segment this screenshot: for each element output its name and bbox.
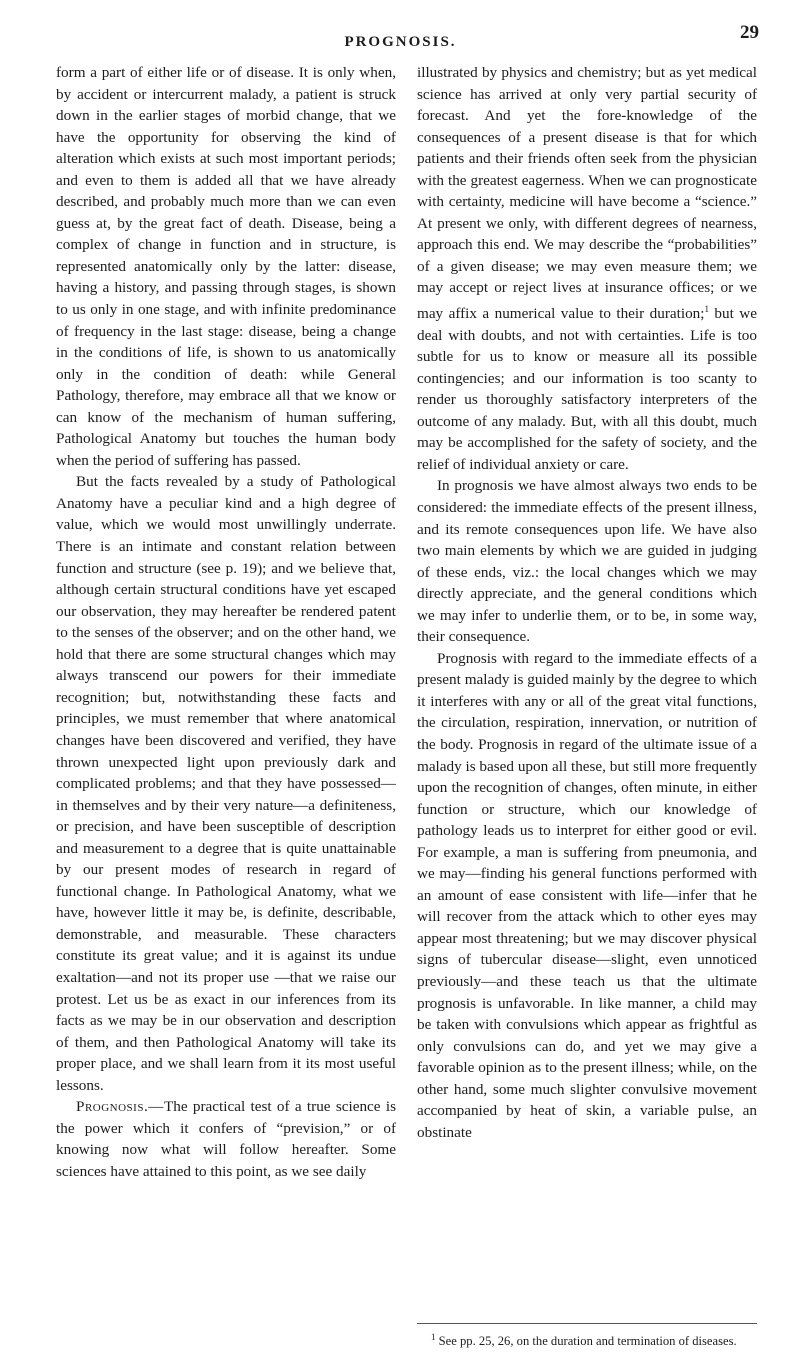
- paragraph-text: but we deal with doubts, and not with certainties. Life is too subtle for us to know or measure all its possible contingencies; and our information is too scanty to render us thoroughly satisfactory interpreters of the outcome of any malady. But, with all this doubt, much may be accomplished for the safety of society, and the relief of individual anxiety or care.: [417, 305, 757, 473]
- section-heading: Prognosis.—: [76, 1098, 164, 1116]
- paragraph-prognosis: [56, 1096, 396, 1182]
- paragraph: [417, 62, 757, 475]
- paragraph: form a part of either life or of disease. It is only when, by accident or intercurrent malady, a patient is struck down in the earlier stages of morbid change, that we have the opportunity for observing the kind of alteration which exists at such most important periods; and even to them is added all that we have already described, and probably much more than we can even guess at, by the great fact of death. Disease, being a complex of change in function and in structure, is represented anatomically only by the latter: disease, having a history, and passing through stages, is shown to us only in one stage, and with infinite predominance of frequency in the last stage: disease, being a change in the conditions of life, is shown to us anatomically only in the condition of death: while General Pathology, therefore, may embrace all that we know or can know of the mechanism of human suffering, Pathological Anatomy but touches the human body when the period of suffering has passed.: [56, 64, 396, 469]
- right-column: [417, 62, 757, 1143]
- paragraph: In prognosis we have almost always two ends to be considered: the immediate effects of the present illness, and its remote consequences upon life. We have also two main elements by which we are guided in judging of these ends, viz.: the local changes which we may directly appreciate, and the general conditions which we may infer to underlie them, or to be, in some way, their consequence.: [417, 477, 757, 646]
- footnote-marker: 1: [431, 1332, 436, 1342]
- paragraph: Prognosis with regard to the immediate effects of a present malady is guided mainly by the degree to which it interferes with any or all of the great vital functions, the circulation, respiration, innervation, or nutrition of the body. Prognosis in regard of the ultimate issue of a malady is based upon all these, but still more frequently upon the recognition of changes, often minute, in either function or structure, which our knowledge of pathology leads us to interpret for either good or evil. For example, a man is suffering from pneumonia, and we may—finding his general functions performed with an amount of ease consistent with life—infer that he will recover from the attack which to other eyes may appear most threatening; but we may discover physical signs of tubercular disease—slight, even unnoticed previously—and these teach us that the ultimate prognosis is unfavorable. In like manner, a child may be taken with convulsions which appear as frightful as only convulsions can do, and yet we may give a favorable opinion as to the present illness; while, on the other hand, some much slighter convulsive movement accompanied by heat of skin, a variable pulse, an obstinate: [417, 649, 757, 1141]
- running-title: PROGNOSIS.: [344, 34, 457, 50]
- footnote: [417, 1328, 757, 1350]
- footnote-divider: [417, 1323, 757, 1324]
- paragraph: But the facts revealed by a study of Pathological Anatomy have a peculiar kind and a high degree of value, which we would most unwillingly underrate. There is an intimate and constant relation between function and structure (see p. 19); and we believe that, although certain structural conditions have yet escaped our observation, they may hereafter be rendered patent to the senses of the observer; and on the other hand, we hold that there are some structural changes which may always transcend our powers for their immediate recognition; but, notwithstanding these facts and principles, we must remember that where anatomical changes have been discovered and verified, they have thrown unexpected light upon previously dark and complicated problems; and that they have possessed—in themselves and by their very nature—a definiteness, or precision, and have been susceptible of description and measurement to a degree that is quite unattainable by our present modes of research in regard of functional change. In Pathological Anatomy, what we have, however little it may be, is definite, describable, demonstrable, and measurable. These characters constitute its great value; and it is against its undue exaltation—and not its proper use —that we raise our protest. Let us be as exact in our inferences from its facts as we may be in our observation and description of them, and then Pathological Anatomy will take its proper place, and we shall learn from it its most useful lessons.: [56, 473, 396, 1094]
- footnote-reference: 1: [704, 304, 709, 315]
- page-number: 29: [740, 22, 759, 43]
- paragraph-text: The practical test of a true science is the power which it confers of “prevision,” or of knowing now what will follow hereafter. Some sciences have attained to this point, as we see daily: [56, 1098, 396, 1180]
- paragraph-text: illustrated by physics and chemistry; but as yet medical science has arrived at only very partial security of forecast. And yet the fore-knowledge of the consequences of a present disease is that for which patients and their friends often seek from the physician with the greatest eagerness. When we can prognosticate with certainty, medicine will have become a “science.” At present we only, with different degrees of nearness, approach this end. We may describe the “probabilities” of a given disease; we may even measure them; we may accept or reject lives at insurance offices; or we may affix a numerical value to their duration;: [417, 64, 757, 323]
- left-column: [56, 62, 396, 1182]
- footnote-text: See pp. 25, 26, on the duration and termination of diseases.: [435, 1334, 737, 1349]
